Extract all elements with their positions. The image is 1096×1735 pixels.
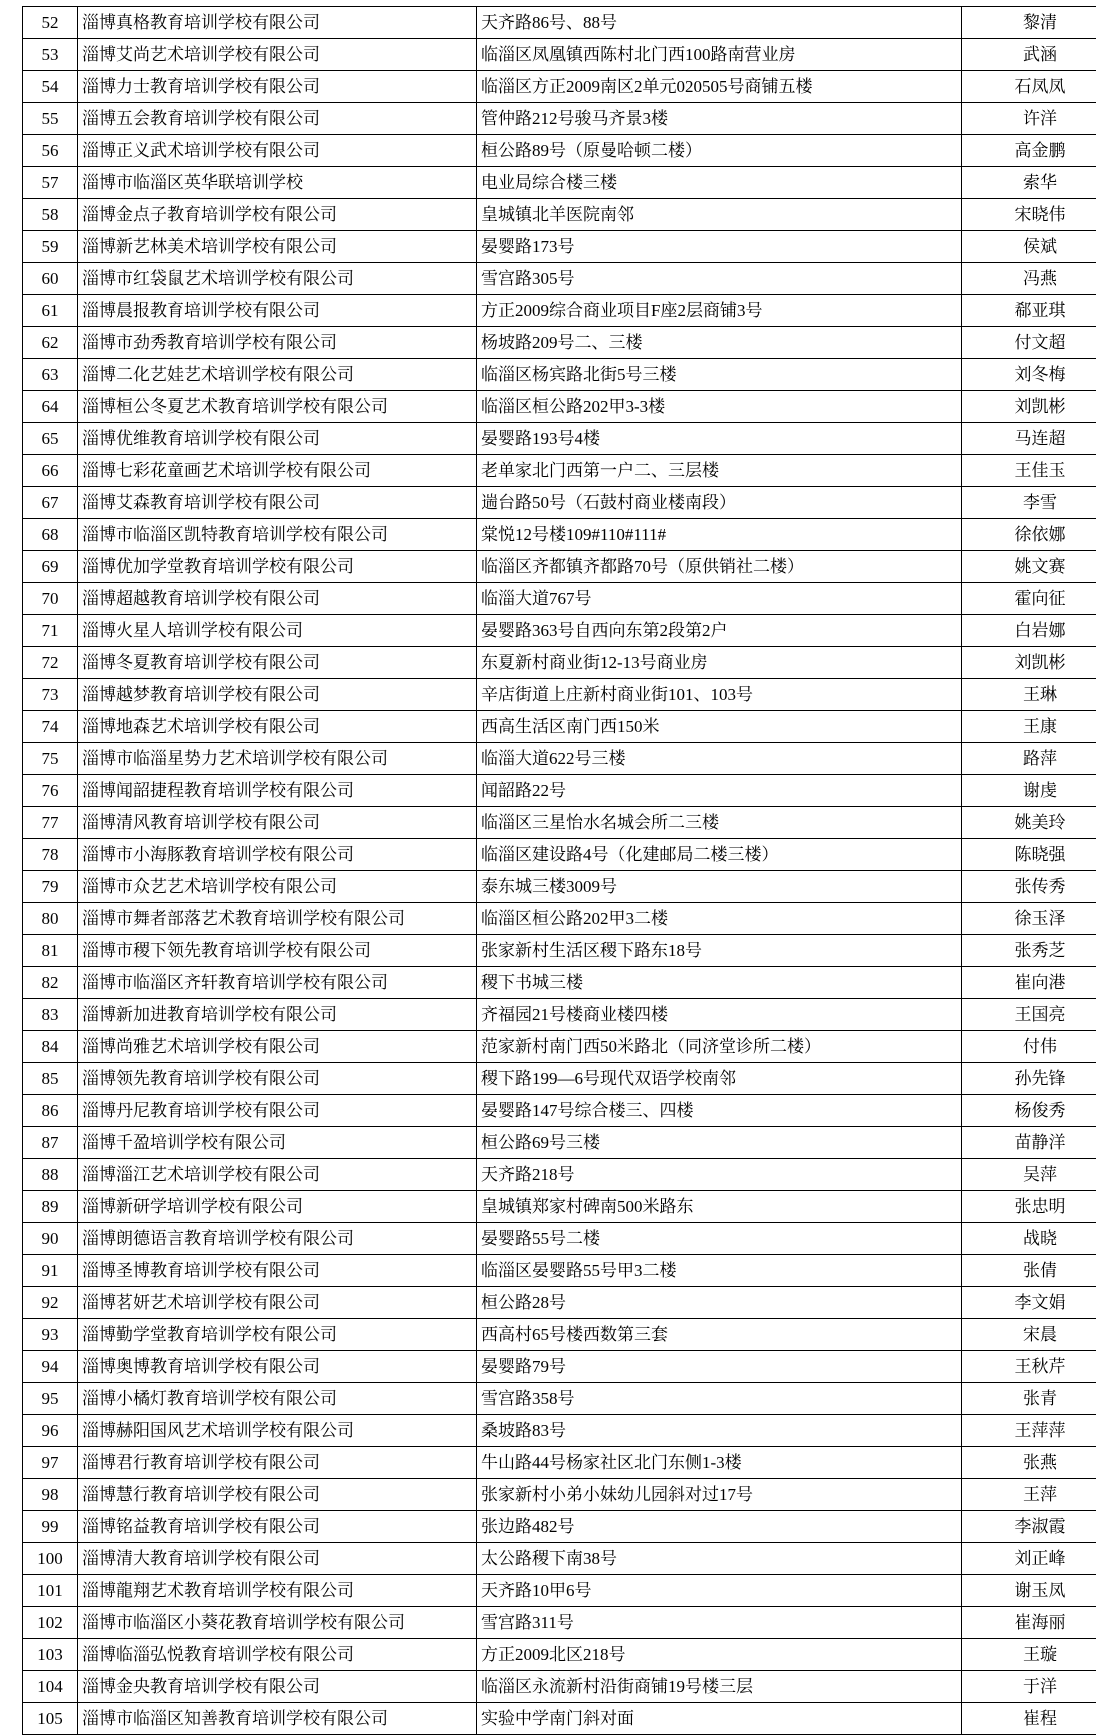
- table-row: [23, 295, 1096, 327]
- school-address: 晏婴路173号: [477, 231, 962, 263]
- school-address: 晏婴路147号综合楼三、四楼: [477, 1095, 962, 1127]
- row-index: 104: [23, 1671, 78, 1703]
- row-index: 103: [23, 1639, 78, 1671]
- table-row: [23, 1575, 1096, 1607]
- responsible-person: 李文娟: [962, 1287, 1096, 1319]
- school-name: 淄博二化艺娃艺术培训学校有限公司: [78, 359, 477, 391]
- school-address: 雪宫路311号: [477, 1607, 962, 1639]
- row-index: 55: [23, 103, 78, 135]
- responsible-person: 侯斌: [962, 231, 1096, 263]
- school-name: 淄博超越教育培训学校有限公司: [78, 583, 477, 615]
- responsible-person: 战晓: [962, 1223, 1096, 1255]
- responsible-person: 刘冬梅: [962, 359, 1096, 391]
- table-row: [23, 935, 1096, 967]
- school-name: 淄博五会教育培训学校有限公司: [78, 103, 477, 135]
- school-address: 桑坡路83号: [477, 1415, 962, 1447]
- responsible-person: 王国亮: [962, 999, 1096, 1031]
- school-address: 电业局综合楼三楼: [477, 167, 962, 199]
- school-name: 淄博市临淄区凯特教育培训学校有限公司: [78, 519, 477, 551]
- table-row: [23, 999, 1096, 1031]
- table-row: [23, 167, 1096, 199]
- school-name: 淄博市临淄区知善教育培训学校有限公司: [78, 1703, 477, 1735]
- school-address: 临淄大道767号: [477, 583, 962, 615]
- school-name: 淄博尚雅艺术培训学校有限公司: [78, 1031, 477, 1063]
- responsible-person: 李淑霞: [962, 1511, 1096, 1543]
- responsible-person: 王琳: [962, 679, 1096, 711]
- row-index: 74: [23, 711, 78, 743]
- table-row: [23, 1383, 1096, 1415]
- school-name: 淄博小橘灯教育培训学校有限公司: [78, 1383, 477, 1415]
- school-name: 淄博七彩花童画艺术培训学校有限公司: [78, 455, 477, 487]
- row-index: 95: [23, 1383, 78, 1415]
- row-index: 97: [23, 1447, 78, 1479]
- responsible-person: 张燕: [962, 1447, 1096, 1479]
- responsible-person: 张秀芝: [962, 935, 1096, 967]
- school-address: 稷下路199—6号现代双语学校南邻: [477, 1063, 962, 1095]
- school-address: 雪宫路358号: [477, 1383, 962, 1415]
- table-row: [23, 903, 1096, 935]
- responsible-person: 王萍: [962, 1479, 1096, 1511]
- row-index: 79: [23, 871, 78, 903]
- responsible-person: 宋晓伟: [962, 199, 1096, 231]
- table-row: [23, 1095, 1096, 1127]
- responsible-person: 张忠明: [962, 1191, 1096, 1223]
- row-index: 92: [23, 1287, 78, 1319]
- school-address: 临淄区三星怡水名城会所二三楼: [477, 807, 962, 839]
- table-row: [23, 1607, 1096, 1639]
- table-row: [23, 1351, 1096, 1383]
- row-index: 84: [23, 1031, 78, 1063]
- responsible-person: 姚美玲: [962, 807, 1096, 839]
- school-address: 天齐路218号: [477, 1159, 962, 1191]
- table-row: [23, 967, 1096, 999]
- school-address: 管仲路212号骏马齐景3楼: [477, 103, 962, 135]
- school-address: 皇城镇北羊医院南邻: [477, 199, 962, 231]
- row-index: 87: [23, 1127, 78, 1159]
- school-name: 淄博圣博教育培训学校有限公司: [78, 1255, 477, 1287]
- school-name: 淄博朗德语言教育培训学校有限公司: [78, 1223, 477, 1255]
- table-row: [23, 1031, 1096, 1063]
- responsible-person: 崔海丽: [962, 1607, 1096, 1639]
- row-index: 82: [23, 967, 78, 999]
- row-index: 75: [23, 743, 78, 775]
- table-row: [23, 583, 1096, 615]
- row-index: 96: [23, 1415, 78, 1447]
- responsible-person: 孙先锋: [962, 1063, 1096, 1095]
- responsible-person: 宋晨: [962, 1319, 1096, 1351]
- school-address: 临淄大道622号三楼: [477, 743, 962, 775]
- row-index: 56: [23, 135, 78, 167]
- row-index: 64: [23, 391, 78, 423]
- school-name: 淄博火星人培训学校有限公司: [78, 615, 477, 647]
- school-name: 淄博正义武术培训学校有限公司: [78, 135, 477, 167]
- school-address: 临淄区方正2009南区2单元020505号商铺五楼: [477, 71, 962, 103]
- table-row: [23, 1447, 1096, 1479]
- school-address: 方正2009北区218号: [477, 1639, 962, 1671]
- school-address: 临淄区建设路4号（化建邮局二楼三楼）: [477, 839, 962, 871]
- responsible-person: 徐依娜: [962, 519, 1096, 551]
- row-index: 69: [23, 551, 78, 583]
- table-row: [23, 871, 1096, 903]
- school-name: 淄博清风教育培训学校有限公司: [78, 807, 477, 839]
- responsible-person: 张倩: [962, 1255, 1096, 1287]
- row-index: 61: [23, 295, 78, 327]
- row-index: 105: [23, 1703, 78, 1735]
- row-index: 62: [23, 327, 78, 359]
- row-index: 59: [23, 231, 78, 263]
- responsible-person: 李雪: [962, 487, 1096, 519]
- school-name: 淄博金央教育培训学校有限公司: [78, 1671, 477, 1703]
- table-row: [23, 1191, 1096, 1223]
- school-address: 晏婴路193号4楼: [477, 423, 962, 455]
- school-address: 张家新村生活区稷下路东18号: [477, 935, 962, 967]
- school-address: 临淄区桓公路202甲3-3楼: [477, 391, 962, 423]
- table-row: [23, 7, 1096, 39]
- responsible-person: 杨俊秀: [962, 1095, 1096, 1127]
- table-row: [23, 679, 1096, 711]
- responsible-person: 刘凯彬: [962, 647, 1096, 679]
- school-name: 淄博市舞者部落艺术教育培训学校有限公司: [78, 903, 477, 935]
- responsible-person: 张青: [962, 1383, 1096, 1415]
- school-address: 齐福园21号楼商业楼四楼: [477, 999, 962, 1031]
- school-address: 方正2009综合商业项目F座2层商铺3号: [477, 295, 962, 327]
- responsible-person: 崔程: [962, 1703, 1096, 1735]
- responsible-person: 刘正峰: [962, 1543, 1096, 1575]
- table-row: [23, 423, 1096, 455]
- row-index: 85: [23, 1063, 78, 1095]
- school-name: 淄博新研学培训学校有限公司: [78, 1191, 477, 1223]
- school-name: 淄博丹尼教育培训学校有限公司: [78, 1095, 477, 1127]
- school-name: 淄博市红袋鼠艺术培训学校有限公司: [78, 263, 477, 295]
- school-name: 淄博市临淄星势力艺术培训学校有限公司: [78, 743, 477, 775]
- school-address: 桓公路69号三楼: [477, 1127, 962, 1159]
- row-index: 78: [23, 839, 78, 871]
- school-address: 晏婴路79号: [477, 1351, 962, 1383]
- table-row: [23, 231, 1096, 263]
- school-name: 淄博晨报教育培训学校有限公司: [78, 295, 477, 327]
- table-row: [23, 519, 1096, 551]
- school-name: 淄博清大教育培训学校有限公司: [78, 1543, 477, 1575]
- table-row: [23, 711, 1096, 743]
- table-row: [23, 743, 1096, 775]
- responsible-person: 许洋: [962, 103, 1096, 135]
- school-address: 临淄区桓公路202甲3二楼: [477, 903, 962, 935]
- responsible-person: 王康: [962, 711, 1096, 743]
- school-address: 张家新村小弟小妹幼儿园斜对过17号: [477, 1479, 962, 1511]
- responsible-person: 吴萍: [962, 1159, 1096, 1191]
- row-index: 89: [23, 1191, 78, 1223]
- table-row: [23, 1159, 1096, 1191]
- row-index: 81: [23, 935, 78, 967]
- responsible-person: 徐玉泽: [962, 903, 1096, 935]
- school-name: 淄博艾尚艺术培训学校有限公司: [78, 39, 477, 71]
- table-row: [23, 1063, 1096, 1095]
- table-row: [23, 263, 1096, 295]
- table-row: [23, 455, 1096, 487]
- responsible-person: 霍向征: [962, 583, 1096, 615]
- row-index: 52: [23, 7, 78, 39]
- responsible-person: 王佳玉: [962, 455, 1096, 487]
- table-row: [23, 1415, 1096, 1447]
- row-index: 53: [23, 39, 78, 71]
- school-name: 淄博赫阳国风艺术培训学校有限公司: [78, 1415, 477, 1447]
- school-name: 淄博新艺林美术培训学校有限公司: [78, 231, 477, 263]
- table-row: [23, 1543, 1096, 1575]
- table-row: [23, 615, 1096, 647]
- school-name: 淄博优维教育培训学校有限公司: [78, 423, 477, 455]
- school-address: 临淄区齐都镇齐都路70号（原供销社二楼）: [477, 551, 962, 583]
- school-name: 淄博奥博教育培训学校有限公司: [78, 1351, 477, 1383]
- responsible-person: 高金鹏: [962, 135, 1096, 167]
- school-name: 淄博真格教育培训学校有限公司: [78, 7, 477, 39]
- table-body: [23, 7, 1096, 1735]
- school-name: 淄博艾森教育培训学校有限公司: [78, 487, 477, 519]
- row-index: 91: [23, 1255, 78, 1287]
- responsible-person: 索华: [962, 167, 1096, 199]
- row-index: 66: [23, 455, 78, 487]
- school-name: 淄博领先教育培训学校有限公司: [78, 1063, 477, 1095]
- responsible-person: 姚文赛: [962, 551, 1096, 583]
- school-address: 天齐路86号、88号: [477, 7, 962, 39]
- school-address: 桓公路28号: [477, 1287, 962, 1319]
- school-address: 临淄区永流新村沿街商铺19号楼三层: [477, 1671, 962, 1703]
- table-row: [23, 647, 1096, 679]
- row-index: 93: [23, 1319, 78, 1351]
- row-index: 73: [23, 679, 78, 711]
- school-address: 临淄区凤凰镇西陈村北门西100路南营业房: [477, 39, 962, 71]
- school-name: 淄博临淄弘悦教育培训学校有限公司: [78, 1639, 477, 1671]
- school-address: 皇城镇郑家村碑南500米路东: [477, 1191, 962, 1223]
- table-row: [23, 1127, 1096, 1159]
- school-name: 淄博君行教育培训学校有限公司: [78, 1447, 477, 1479]
- school-name: 淄博市众艺艺术培训学校有限公司: [78, 871, 477, 903]
- row-index: 94: [23, 1351, 78, 1383]
- row-index: 54: [23, 71, 78, 103]
- responsible-person: 付伟: [962, 1031, 1096, 1063]
- table-row: [23, 807, 1096, 839]
- table-row: [23, 103, 1096, 135]
- responsible-person: 冯燕: [962, 263, 1096, 295]
- school-address: 临淄区杨宾路北街5号三楼: [477, 359, 962, 391]
- training-schools-table: [22, 6, 1096, 1735]
- row-index: 65: [23, 423, 78, 455]
- school-name: 淄博淄江艺术培训学校有限公司: [78, 1159, 477, 1191]
- table-row: [23, 487, 1096, 519]
- table-row: [23, 1511, 1096, 1543]
- row-index: 76: [23, 775, 78, 807]
- responsible-person: 石凤凤: [962, 71, 1096, 103]
- row-index: 77: [23, 807, 78, 839]
- school-name: 淄博市临淄区小葵花教育培训学校有限公司: [78, 1607, 477, 1639]
- school-address: 闻韶路22号: [477, 775, 962, 807]
- school-name: 淄博茗妍艺术培训学校有限公司: [78, 1287, 477, 1319]
- school-address: 东夏新村商业街12-13号商业房: [477, 647, 962, 679]
- school-address: 西高生活区南门西150米: [477, 711, 962, 743]
- responsible-person: 崔向港: [962, 967, 1096, 999]
- row-index: 101: [23, 1575, 78, 1607]
- table-row: [23, 1639, 1096, 1671]
- school-address: 遄台路50号（石鼓村商业楼南段）: [477, 487, 962, 519]
- row-index: 70: [23, 583, 78, 615]
- school-name: 淄博勤学堂教育培训学校有限公司: [78, 1319, 477, 1351]
- row-index: 99: [23, 1511, 78, 1543]
- table-row: [23, 327, 1096, 359]
- school-address: 太公路稷下南38号: [477, 1543, 962, 1575]
- school-name: 淄博新加进教育培训学校有限公司: [78, 999, 477, 1031]
- school-name: 淄博力士教育培训学校有限公司: [78, 71, 477, 103]
- responsible-person: 谢虔: [962, 775, 1096, 807]
- table-row: [23, 1255, 1096, 1287]
- table-row: [23, 1671, 1096, 1703]
- table-row: [23, 551, 1096, 583]
- school-address: 牛山路44号杨家社区北门东侧1-3楼: [477, 1447, 962, 1479]
- school-name: 淄博市临淄区英华联培训学校: [78, 167, 477, 199]
- school-name: 淄博市稷下领先教育培训学校有限公司: [78, 935, 477, 967]
- school-address: 辛店街道上庄新村商业街101、103号: [477, 679, 962, 711]
- row-index: 58: [23, 199, 78, 231]
- responsible-person: 苗静洋: [962, 1127, 1096, 1159]
- school-address: 老单家北门西第一户二、三层楼: [477, 455, 962, 487]
- row-index: 80: [23, 903, 78, 935]
- school-name: 淄博金点子教育培训学校有限公司: [78, 199, 477, 231]
- school-address: 杨坡路209号二、三楼: [477, 327, 962, 359]
- row-index: 88: [23, 1159, 78, 1191]
- table-row: [23, 1703, 1096, 1735]
- row-index: 90: [23, 1223, 78, 1255]
- school-name: 淄博桓公冬夏艺术教育培训学校有限公司: [78, 391, 477, 423]
- table-row: [23, 1287, 1096, 1319]
- table-row: [23, 1319, 1096, 1351]
- school-address: 范家新村南门西50米路北（同济堂诊所二楼）: [477, 1031, 962, 1063]
- row-index: 83: [23, 999, 78, 1031]
- row-index: 67: [23, 487, 78, 519]
- school-address: 泰东城三楼3009号: [477, 871, 962, 903]
- school-name: 淄博市小海豚教育培训学校有限公司: [78, 839, 477, 871]
- table-row: [23, 391, 1096, 423]
- row-index: 72: [23, 647, 78, 679]
- school-name: 淄博闻韶捷程教育培训学校有限公司: [78, 775, 477, 807]
- row-index: 100: [23, 1543, 78, 1575]
- responsible-person: 陈晓强: [962, 839, 1096, 871]
- table-row: [23, 39, 1096, 71]
- row-index: 68: [23, 519, 78, 551]
- table-row: [23, 1223, 1096, 1255]
- row-index: 63: [23, 359, 78, 391]
- row-index: 71: [23, 615, 78, 647]
- school-address: 张边路482号: [477, 1511, 962, 1543]
- school-name: 淄博冬夏教育培训学校有限公司: [78, 647, 477, 679]
- responsible-person: 武涵: [962, 39, 1096, 71]
- school-address: 西高村65号楼西数第三套: [477, 1319, 962, 1351]
- row-index: 57: [23, 167, 78, 199]
- table-row: [23, 71, 1096, 103]
- table-row: [23, 135, 1096, 167]
- school-address: 稷下书城三楼: [477, 967, 962, 999]
- school-address: 临淄区晏婴路55号甲3二楼: [477, 1255, 962, 1287]
- school-name: 淄博铭益教育培训学校有限公司: [78, 1511, 477, 1543]
- school-name: 淄博地森艺术培训学校有限公司: [78, 711, 477, 743]
- school-address: 实验中学南门斜对面: [477, 1703, 962, 1735]
- school-name: 淄博优加学堂教育培训学校有限公司: [78, 551, 477, 583]
- responsible-person: 谢玉凤: [962, 1575, 1096, 1607]
- school-name: 淄博越梦教育培训学校有限公司: [78, 679, 477, 711]
- responsible-person: 白岩娜: [962, 615, 1096, 647]
- school-name: 淄博龍翔艺术教育培训学校有限公司: [78, 1575, 477, 1607]
- school-name: 淄博市临淄区齐轩教育培训学校有限公司: [78, 967, 477, 999]
- school-address: 桓公路89号（原曼哈顿二楼）: [477, 135, 962, 167]
- responsible-person: 郗亚琪: [962, 295, 1096, 327]
- table-row: [23, 359, 1096, 391]
- row-index: 86: [23, 1095, 78, 1127]
- responsible-person: 付文超: [962, 327, 1096, 359]
- table-row: [23, 199, 1096, 231]
- responsible-person: 张传秀: [962, 871, 1096, 903]
- school-name: 淄博慧行教育培训学校有限公司: [78, 1479, 477, 1511]
- table-row: [23, 775, 1096, 807]
- school-name: 淄博千盈培训学校有限公司: [78, 1127, 477, 1159]
- school-address: 晏婴路363号自西向东第2段第2户: [477, 615, 962, 647]
- responsible-person: 王璇: [962, 1639, 1096, 1671]
- school-address: 天齐路10甲6号: [477, 1575, 962, 1607]
- responsible-person: 黎清: [962, 7, 1096, 39]
- responsible-person: 路萍: [962, 743, 1096, 775]
- row-index: 60: [23, 263, 78, 295]
- row-index: 98: [23, 1479, 78, 1511]
- school-address: 棠悦12号楼109#110#111#: [477, 519, 962, 551]
- school-address: 雪宫路305号: [477, 263, 962, 295]
- school-name: 淄博市劲秀教育培训学校有限公司: [78, 327, 477, 359]
- responsible-person: 于洋: [962, 1671, 1096, 1703]
- responsible-person: 王萍萍: [962, 1415, 1096, 1447]
- responsible-person: 刘凯彬: [962, 391, 1096, 423]
- row-index: 102: [23, 1607, 78, 1639]
- responsible-person: 王秋芹: [962, 1351, 1096, 1383]
- table-row: [23, 839, 1096, 871]
- responsible-person: 马连超: [962, 423, 1096, 455]
- school-address: 晏婴路55号二楼: [477, 1223, 962, 1255]
- table-row: [23, 1479, 1096, 1511]
